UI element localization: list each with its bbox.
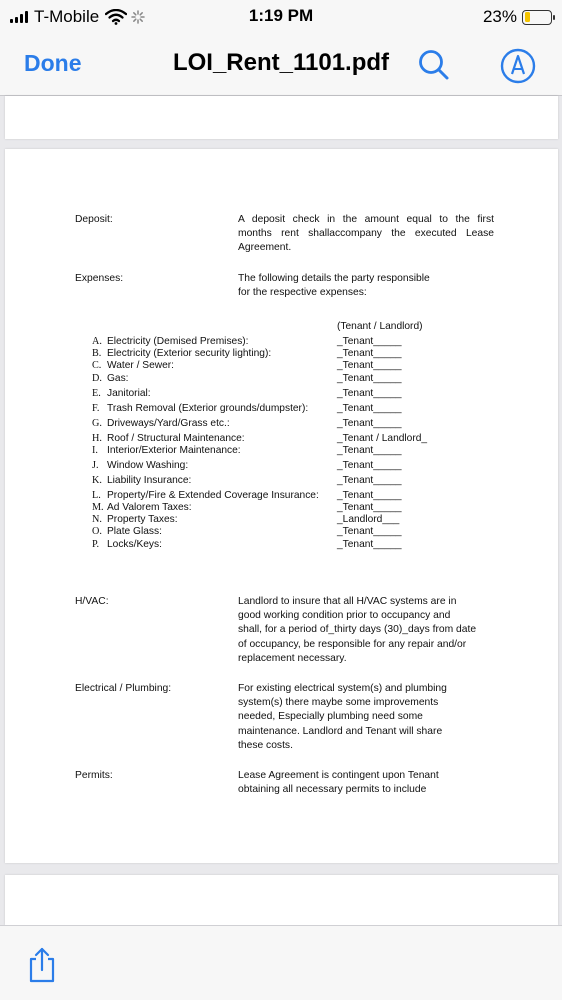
item-name: Plate Glass: [107,526,162,538]
item-name: Water / Sewer: [107,360,174,372]
item-key: C. [92,360,102,372]
text-line: months rent shallaccompany the executed Lease [238,228,494,240]
responsibility-value: _Tenant_____ [337,501,402,513]
list-item [92,403,319,418]
navigation-bar [0,34,562,96]
item-key: A. [92,336,102,347]
text-line: good working condition prior to occupancy and [238,610,451,622]
item-key: K. [92,474,102,486]
item-key: E. [92,387,101,399]
item-name: Ad Valorem Taxes: [107,501,192,513]
share-icon[interactable] [26,946,58,984]
item-name: Property Taxes: [107,514,178,526]
text-line: Agreement. [238,242,292,254]
list-item [92,502,319,514]
responsibility-value: _Tenant_____ [337,402,402,414]
responsibility-value: _Tenant_____ [337,360,402,372]
item-key: L. [92,489,101,501]
item-key: P. [92,538,100,550]
permits-text [238,769,494,797]
responsibility-value: _Tenant_____ [337,474,402,486]
item-name: Roof / Structural Maintenance: [107,432,245,444]
text-line: these costs. [238,739,293,751]
responsibility-value: _Tenant / Landlord_ [337,432,428,444]
bottom-toolbar [0,925,562,1000]
list-item [92,460,319,475]
item-name: Trash Removal (Exterior grounds/dumpster): [107,402,309,414]
list-item [92,360,319,372]
search-icon[interactable] [414,46,454,86]
list-item [92,433,319,445]
text-line: The following details the party responsible [238,273,430,284]
item-name: Interior/Exterior Maintenance: [107,444,241,456]
item-name: Electricity (Demised Premises): [107,336,249,347]
responsibility-value: _Tenant_____ [337,489,402,501]
responsibility-column [337,321,427,551]
clock: 1:19 PM [248,6,314,25]
text-line: system(s) there maybe some improvements [238,697,439,709]
battery-percent: 23% [482,7,517,26]
text-line: Landlord to insure that all H/VAC systems are in [238,596,457,607]
text-line: Lease Agreement is contingent upon Tenant [238,770,439,781]
item-name: Gas: [107,372,129,384]
item-key: F. [92,402,100,414]
text-line: obtaining all necessary permits to include [238,784,427,796]
item-key: B. [92,348,102,360]
item-name: Window Washing: [107,459,189,471]
responsibility-value: _Tenant_____ [337,336,402,347]
list-item [92,514,319,526]
text-line: of occupancy, be responsible for any repair and/or [238,638,467,650]
text-line: For existing electrical system(s) and plumbing [238,683,447,694]
document-title: LOI_Rent_1101.pdf [172,49,390,76]
responsibility-value: _Tenant_____ [337,526,402,538]
responsibility-header: (Tenant / Landlord) [337,321,423,332]
list-item [92,539,319,551]
responsibility-value: _Tenant_____ [337,459,402,471]
item-name: Locks/Keys: [107,538,162,550]
item-name: Property/Fire & Extended Coverage Insurance: [107,489,319,501]
list-item [92,388,319,403]
battery [483,7,552,27]
item-key: M. [92,501,104,513]
responsibility-value: _Tenant_____ [337,348,402,360]
responsibility-value: _Tenant_____ [337,387,402,399]
electrical-label: Electrical / Plumbing: [75,683,172,694]
text-line: A deposit check in the amount equal to the first [238,214,494,225]
markup-pen-icon[interactable] [498,46,538,86]
status-bar [0,0,562,34]
list-item [92,348,319,360]
hvac-text [238,595,494,666]
battery-icon [522,10,552,25]
responsibility-value: _Tenant_____ [337,372,402,384]
text-line: replacement necessary. [238,652,347,664]
list-item [92,445,319,460]
responsibility-value: _Landlord___ [337,514,400,526]
list-item [92,373,319,388]
expenses-label: Expenses: [75,273,124,284]
previous-page [5,96,558,139]
item-name: Electricity (Exterior security lighting): [107,348,272,360]
carrier-label: T-Mobile [34,7,100,26]
list-item [92,418,319,433]
text-line: needed, Especially plumbing need some [238,711,423,723]
expense-items-list [92,336,319,551]
responsibility-value: _Tenant_____ [337,417,402,429]
text-line: for the respective expenses: [238,287,367,299]
text-line: maintenance. Landlord and Tenant will share [238,725,443,737]
item-key: G. [92,417,102,429]
electrical-text [238,682,494,753]
item-key: N. [92,514,102,526]
expenses-text [238,272,494,300]
item-key: D. [92,372,102,384]
list-item [92,526,319,538]
item-key: O. [92,526,102,538]
list-item [92,336,319,348]
responsibility-value: _Tenant_____ [337,538,402,550]
deposit-label: Deposit: [75,214,113,225]
pdf-page [5,149,558,863]
hvac-label: H/VAC: [75,596,109,607]
responsibility-value: _Tenant_____ [337,444,402,456]
text-line: shall, for a period of_thirty days (30)_days from date [238,624,477,636]
list-item [92,475,319,490]
item-key: J. [92,459,99,471]
item-key: H. [92,432,102,444]
item-name: Driveways/Yard/Grass etc.: [107,417,230,429]
permits-label: Permits: [75,770,113,781]
item-name: Janitorial: [107,387,151,399]
list-item [92,490,319,502]
item-key: I. [92,444,98,456]
item-name: Liability Insurance: [107,474,192,486]
next-page [5,875,558,925]
deposit-text [238,213,494,256]
done-button[interactable]: Done [24,50,82,76]
